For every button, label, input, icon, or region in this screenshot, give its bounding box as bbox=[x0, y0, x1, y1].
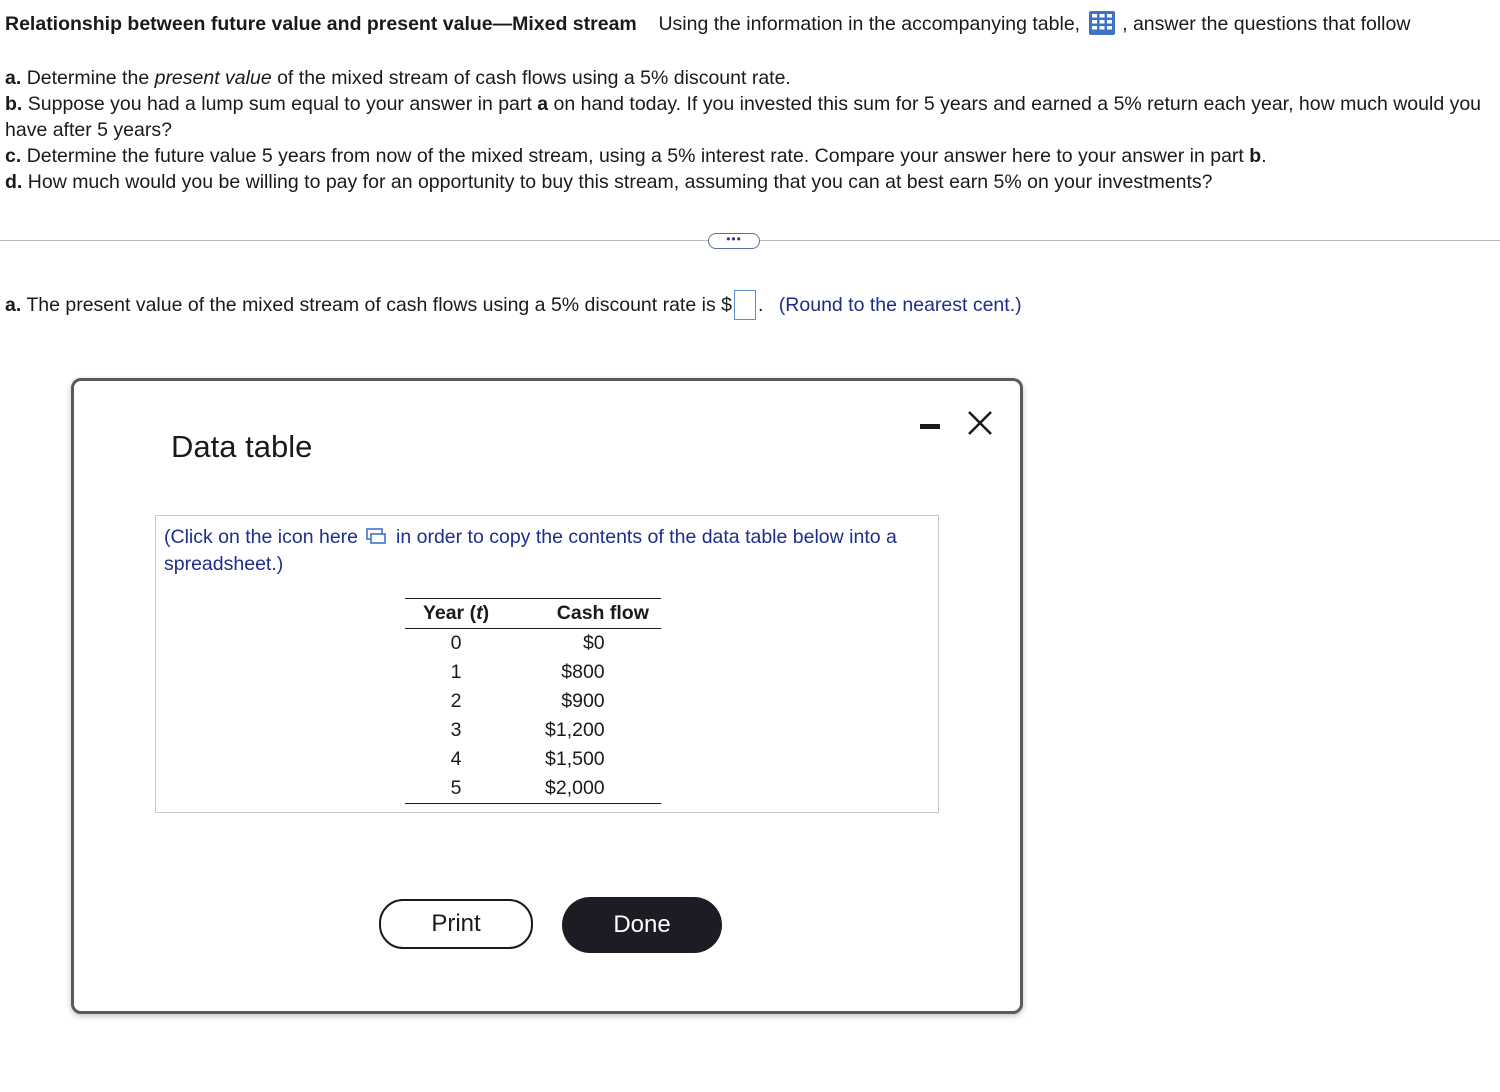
table-row: 5 $2,000 bbox=[405, 774, 661, 804]
table-row: 3 $1,200 bbox=[450, 719, 605, 741]
problem-title: Relationship between future value and present value—Mixed stream bbox=[5, 13, 637, 35]
table-row: 0 $0 bbox=[450, 632, 605, 654]
data-table-dialog bbox=[71, 378, 1023, 1014]
question-b: b. Suppose you had a lump sum equal to your answer in part a on hand today. If you invested this sum for 5 years and earned a 5% return each year, how much would you have after 5 years? bbox=[5, 93, 1482, 141]
minimize-icon[interactable] bbox=[917, 422, 943, 430]
table-row: 4 $1,500 bbox=[450, 748, 605, 770]
cash-flow-table bbox=[405, 598, 661, 804]
close-icon[interactable] bbox=[964, 407, 996, 439]
question-c: c. Determine the future value 5 years from now of the mixed stream, using a 5% interest rate. Compare your answer here to your answer in part b. bbox=[5, 145, 1267, 167]
data-table-panel bbox=[155, 515, 939, 813]
question-a: a. Determine the present value of the mixed stream of cash flows using a 5% discount rate. bbox=[5, 67, 791, 89]
present-value-input[interactable] bbox=[734, 290, 756, 320]
table-row: 2 $900 bbox=[450, 690, 605, 712]
copy-to-spreadsheet-icon[interactable] bbox=[366, 525, 386, 541]
problem-intro-tail: , answer the questions that follow bbox=[1122, 13, 1411, 35]
expand-more-button[interactable]: ••• bbox=[708, 233, 760, 249]
print-button[interactable]: Print bbox=[379, 899, 533, 949]
answer-line: a. The present value of the mixed stream of cash flows using a 5% discount rate is $ . (Round to the nearest cent.) bbox=[5, 290, 1022, 320]
table-header-row bbox=[405, 599, 661, 629]
column-header-cash-flow: Cash flow bbox=[545, 599, 661, 629]
question-list bbox=[5, 65, 1495, 195]
dialog-title: Data table bbox=[171, 429, 313, 464]
column-header-year: Year (t) bbox=[405, 599, 507, 629]
rounding-hint: (Round to the nearest cent.) bbox=[778, 294, 1022, 316]
answer-prompt: The present value of the mixed stream of cash flows using a 5% discount rate is $ bbox=[26, 294, 732, 316]
done-button[interactable]: Done bbox=[562, 897, 722, 953]
table-row: 1 $800 bbox=[450, 661, 605, 683]
question-d: d. How much would you be willing to pay for an opportunity to buy this stream, assuming that you can at best earn 5% on your investments? bbox=[5, 171, 1213, 193]
copy-instructions: (Click on the icon here in order to copy the contents of the data table below into a spreadsheet.) bbox=[164, 526, 897, 575]
problem-header bbox=[5, 10, 1500, 37]
table-grid-icon[interactable] bbox=[1088, 10, 1116, 36]
problem-intro: Using the information in the accompanying table, bbox=[658, 13, 1081, 35]
